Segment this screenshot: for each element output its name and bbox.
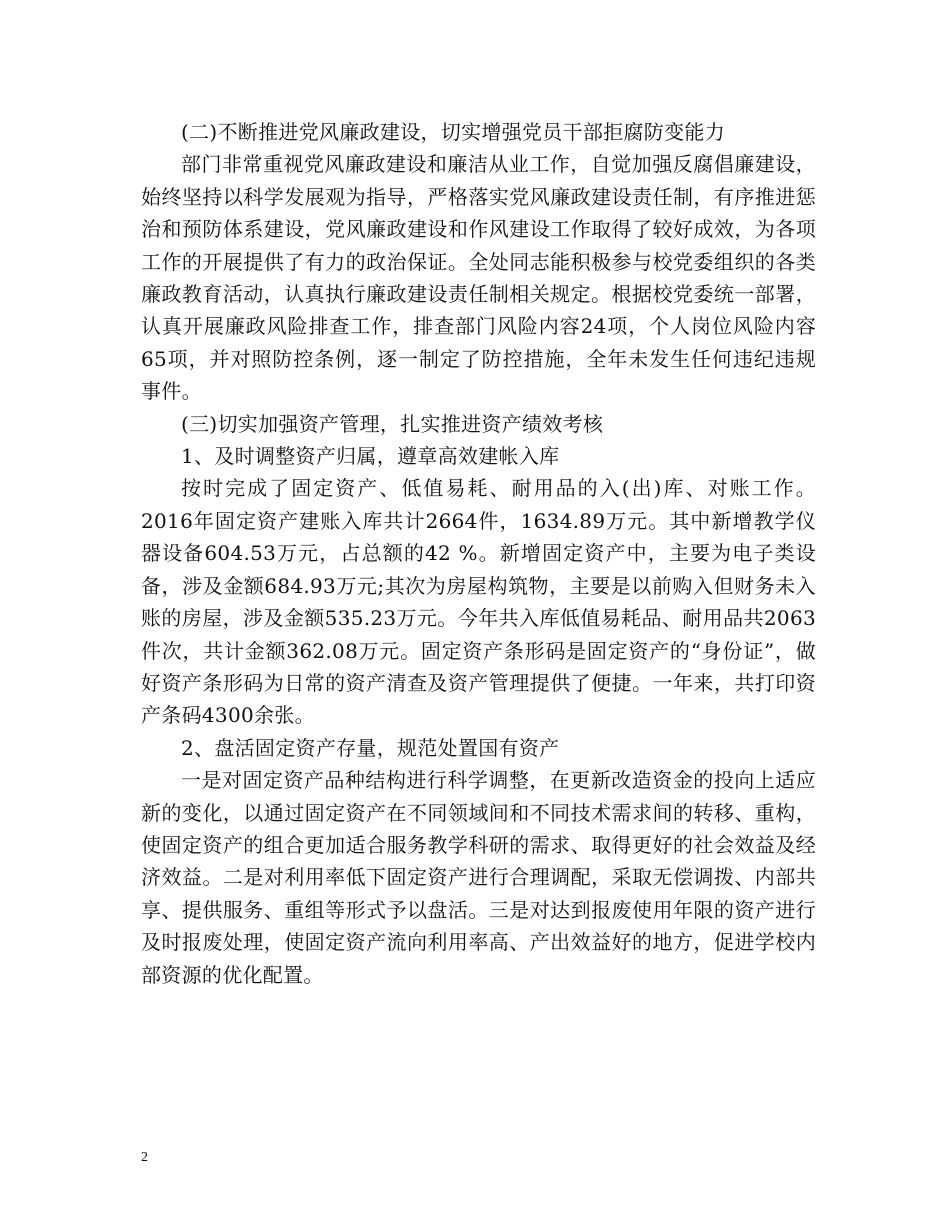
subheading-asset-registration: 1、及时调整资产归属，遵章高效建帐入库 — [181, 444, 560, 469]
section-heading-2: (二)不断推进党风廉政建设，切实增强党员干部拒腐防变能力 — [181, 120, 726, 144]
section-heading-3: (三)切实加强资产管理，扎实推进资产绩效考核 — [181, 411, 604, 436]
paragraph-integrity-building: 部门非常重视党风廉政建设和廉洁从业工作，自觉加强反腐倡廉建设，始终坚持以科学发展观为指导，严格落实党风廉政建设责任制，有序推进惩治和预防体系建设，党风廉政建设和作风建设工作取得了较好成效，为各项工作的开展提供了有力的政治保证。全处同志能积极参与校党委组织的各类廉政教育活动，认真执行廉政建设责任制相关规定。根据校党委统一部署，认真开展廉政风险排查工作，排查部门风险内容24项，个人岗位风险内容65项，并对照防控条例，逐一制定了防控措施，全年未发生任何违纪违规事件。 — [141, 152, 816, 404]
paragraph-asset-disposal: 一是对固定资产品种结构进行科学调整，在更新改造资金的投向上适应新的变化，以通过固定资产在不同领域间和不同技术需求间的转移、重构，使固定资产的组合更加适合服务教学科研的需求、取得更好的社会效益及经济效益。二是对利用率低下固定资产进行合理调配，采取无偿调拨、内部共享、提供服务、重组等形式予以盘活。三是对达到报废使用年限的资产进行及时报废处理，使固定资产流向利用率高、产出效益好的地方，促进学校内部资源的优化配置。 — [141, 768, 816, 987]
page-number: 2 — [141, 1150, 148, 1165]
document-body — [141, 116, 816, 991]
subheading-asset-disposal: 2、盘活固定资产存量，规范处置国有资产 — [181, 735, 560, 760]
paragraph-asset-registration: 按时完成了固定资产、低值易耗、耐用品的入(出)库、对账工作。2016年固定资产建账入库共计2664件，1634.89万元。其中新增教学仪器设备604.53万元，占总额的42 %。新增固定资产中，主要为电子类设备，涉及金额684.93万元;其次为房屋构筑物，主要是以前购入但财务未入账的房屋，涉及金额535.23万元。今年共入库低值易耗品、耐用品共2063件次，共计金额362.08万元。固定资产条形码是固定资产的“身份证”，做好资产条形码为日常的资产清查及资产管理提供了便捷。一年来，共打印资产条码4300余张。 — [141, 476, 816, 728]
